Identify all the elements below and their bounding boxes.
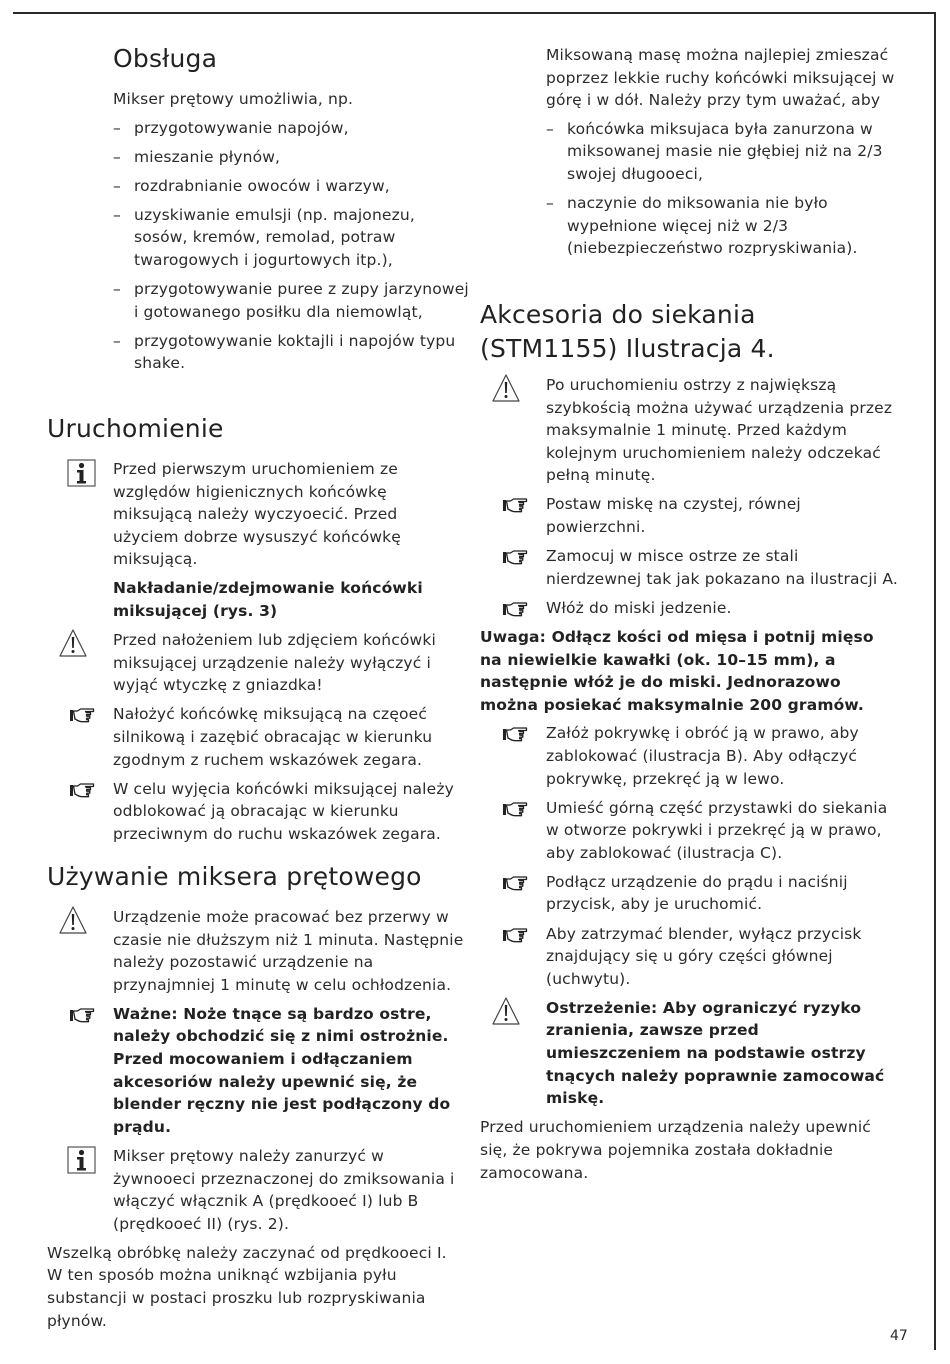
step-item: Włóż do miski jedzenie. (480, 597, 898, 620)
page-frame-right (934, 12, 936, 1350)
list-item: – naczynie do miksowania nie było wypełnione więcej niż w 2/3 (niebezpieczeństwo rozpryskiwania). (546, 194, 858, 258)
warning-note: Po uruchomieniu ostrzy z największą szybkością można używać urządzenia przez maksymalnie 1 minutę. Przed każdym kolejnym uruchomieniem należy odczekać pełną minutę. (480, 374, 898, 487)
section-obsluga (113, 42, 473, 382)
warning-icon (47, 906, 107, 934)
dash-bullet: – (546, 194, 554, 213)
warning-note: Urządzenie może pracować bez przerwy w czasie nie dłuższym niż 1 minuta. Następnie należy pozostawić urządzenie na przynajmniej 1 minutę w celu ochłodzenia. (47, 906, 465, 996)
section-uzywanie (47, 860, 465, 1338)
pointing-hand-icon (480, 923, 540, 951)
important-note: Ważne: Noże tnące są bardzo ostre, należy obchodzić się z nimi ostrożnie. Przed mocowaniem i odłączaniem akcesoriów należy upewnić się, że blender ręczny nie jest podłączony do prądu. (47, 1003, 465, 1139)
page-number: 47 (890, 1328, 908, 1344)
warning-icon (480, 374, 540, 402)
obsluga-intro: Mikser prętowy umożliwia, np. (113, 90, 354, 108)
info-icon (47, 1145, 107, 1173)
dash-bullet: – (113, 147, 121, 166)
subheading-nakladanie: Nakładanie/zdejmowanie końcówki miksującej (rys. 3) (113, 579, 423, 621)
warning-icon (47, 629, 107, 657)
step-item: Umieść górną część przystawki do siekania w otworze pokrywki i przekręć ją w prawo, aby zablokować (ilustracja C). (480, 797, 898, 865)
pointing-hand-icon (47, 778, 107, 806)
step-item: Zamocuj w misce ostrze ze stali nierdzewnej tak jak pokazano na ilustracji A. (480, 545, 898, 590)
dash-bullet: – (113, 280, 121, 299)
list-item: – przygotowywanie puree z zupy jarzynowej i gotowanego posiłku dla niemowląt, (113, 280, 469, 321)
dash-bullet: – (546, 119, 554, 138)
info-note: Przed pierwszym uruchomieniem ze względów higienicznych końcówkę miksującą należy wyczyoecić. Przed użyciem dobrze wysuszyć końcówkę miksującą. (47, 458, 465, 571)
list-item: – mieszanie płynów, (113, 146, 473, 169)
list-item: – przygotowywanie koktajli i napojów typu shake. (113, 331, 456, 373)
pointing-hand-icon (480, 871, 540, 899)
lid-note: Przed uruchomieniem urządzenia należy upewnić się, że pokrywa pojemnika została dokładnie zamocowana. (480, 1118, 871, 1182)
mixing-intro: Miksowaną masę można najlepiej zmieszać poprzez lekkie ruchy końcówki miksującej w górę i w dół. Należy przy tym uważać, aby (546, 46, 895, 110)
dash-bullet: – (113, 118, 121, 137)
list-item: – końcówka miksujaca była zanurzona w miksowanej masie nie głębiej niż na 2/3 swojej długooeci, (546, 119, 883, 183)
mixing-list (546, 118, 896, 260)
pointing-hand-icon (480, 597, 540, 625)
section-title-uzywanie: Używanie miksera prętowego (47, 862, 422, 891)
section-title-obsluga: Obsługa (113, 44, 218, 73)
section-uruchomienie (47, 412, 465, 852)
step-item: Postaw miskę na czystej, równej powierzchni. (480, 493, 898, 538)
pointing-hand-icon (47, 1003, 107, 1031)
step-item: Załóż pokrywkę i obróć ją w prawo, aby zablokować (ilustracja B). Aby odłączyć pokrywkę, przekręć ją w lewo. (480, 722, 898, 790)
warning-note: Ostrzeżenie: Aby ograniczyć ryzyko zranienia, zawsze przed umieszczeniem na podstawie ostrzy tnących należy poprawnie zamocować miskę. (480, 997, 898, 1110)
list-item: – przygotowywanie napojów, (113, 117, 473, 140)
warning-icon (480, 997, 540, 1025)
warning-note: Przed nałożeniem lub zdjęciem końcówki miksującej urządzenie należy wyłączyć i wyjąć wtyczkę z gniazdka! (47, 629, 465, 697)
section-title-uruchomienie: Uruchomienie (47, 414, 224, 443)
section-akcesoria (480, 298, 898, 1190)
list-item: – rozdrabnianie owoców i warzyw, (113, 175, 473, 198)
step-item: Nałożyć końcówkę miksującą na częoeć silnikową i zazębić obracając w kierunku zgodnym z ruchem wskazówek zegara. (47, 703, 465, 771)
pointing-hand-icon (480, 493, 540, 521)
section-mixing (546, 44, 896, 266)
page-frame-top (13, 12, 936, 14)
pointing-hand-icon (480, 722, 540, 750)
dash-bullet: – (113, 205, 121, 224)
list-item: – uzyskiwanie emulsji (np. majonezu, sosów, kremów, remolad, potraw twarogowych i jogurtowych itp.), (113, 205, 415, 270)
dash-bullet: – (113, 331, 121, 350)
pointing-hand-icon (47, 703, 107, 731)
speed-note: Wszelką obróbkę należy zaczynać od prędkooeci I. W ten sposób można uniknąć wzbijania pyłu substancji w postaci proszku lub rozpryskiwania płynów. (47, 1243, 447, 1330)
step-item: Aby zatrzymać blender, wyłącz przycisk znajdujący się u góry części głównej (uchwytu). (480, 923, 898, 991)
caution-note: Uwaga: Odłącz kości od mięsa i potnij mięso na niewielkie kawałki (ok. 10–15 mm), a następnie włóż je do miski. Jednorazowo można posiekać maksymalnie 200 gramów. (480, 627, 874, 714)
pointing-hand-icon (480, 797, 540, 825)
obsluga-list (113, 117, 473, 375)
info-note: Mikser prętowy należy zanurzyć w żywnooeci przeznaczonej do zmiksowania i włączyć włącznik A (prędkooeć I) lub B (prędkooeć II) (rys. 2). (47, 1145, 465, 1235)
step-item: W celu wyjęcia końcówki miksującej należy odblokować ją obracając w kierunku przeciwnym do ruchu wskazówek zegara. (47, 778, 465, 846)
pointing-hand-icon (480, 545, 540, 573)
step-item: Podłącz urządzenie do prądu i naciśnij przycisk, aby je uruchomić. (480, 871, 898, 916)
dash-bullet: – (113, 176, 121, 195)
info-icon (47, 458, 107, 486)
section-title-akcesoria: Akcesoria do siekania (STM1155) Ilustracja 4. (480, 300, 775, 363)
